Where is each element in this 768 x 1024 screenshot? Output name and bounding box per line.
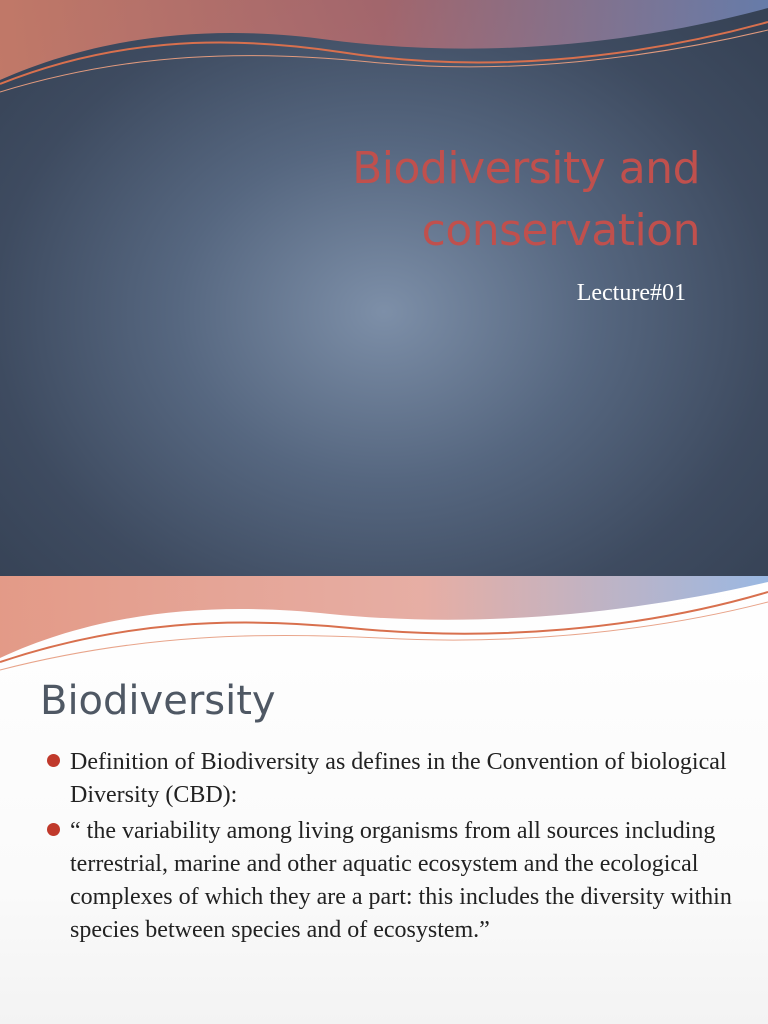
bullet-list (40, 746, 740, 950)
bullet-dot-icon (47, 754, 60, 767)
content-slide (0, 576, 768, 1024)
bullet-dot-icon (47, 823, 60, 836)
bullet-text: Definition of Biodiversity as defines in the Convention of biological Diversity (CBD): (70, 749, 727, 808)
bullet-item (40, 746, 740, 812)
slide-title-line-2: conservation (421, 205, 700, 256)
bullet-text: “ the variability among living organisms from all sources including terrestrial, marine and other aquatic ecosystem and the ecological complexes of which they are a part: this includes the diversity within species between species and of ecosystem.” (70, 818, 732, 943)
bullet-item (40, 815, 740, 947)
slide-title (100, 138, 700, 262)
slide-title: Biodiversity (40, 678, 276, 724)
slide-title-line-1: Biodiversity and (352, 143, 700, 194)
header-swoosh-decoration (0, 576, 768, 676)
header-swoosh-decoration (0, 0, 768, 110)
slide-subtitle: Lecture#01 (576, 280, 686, 306)
